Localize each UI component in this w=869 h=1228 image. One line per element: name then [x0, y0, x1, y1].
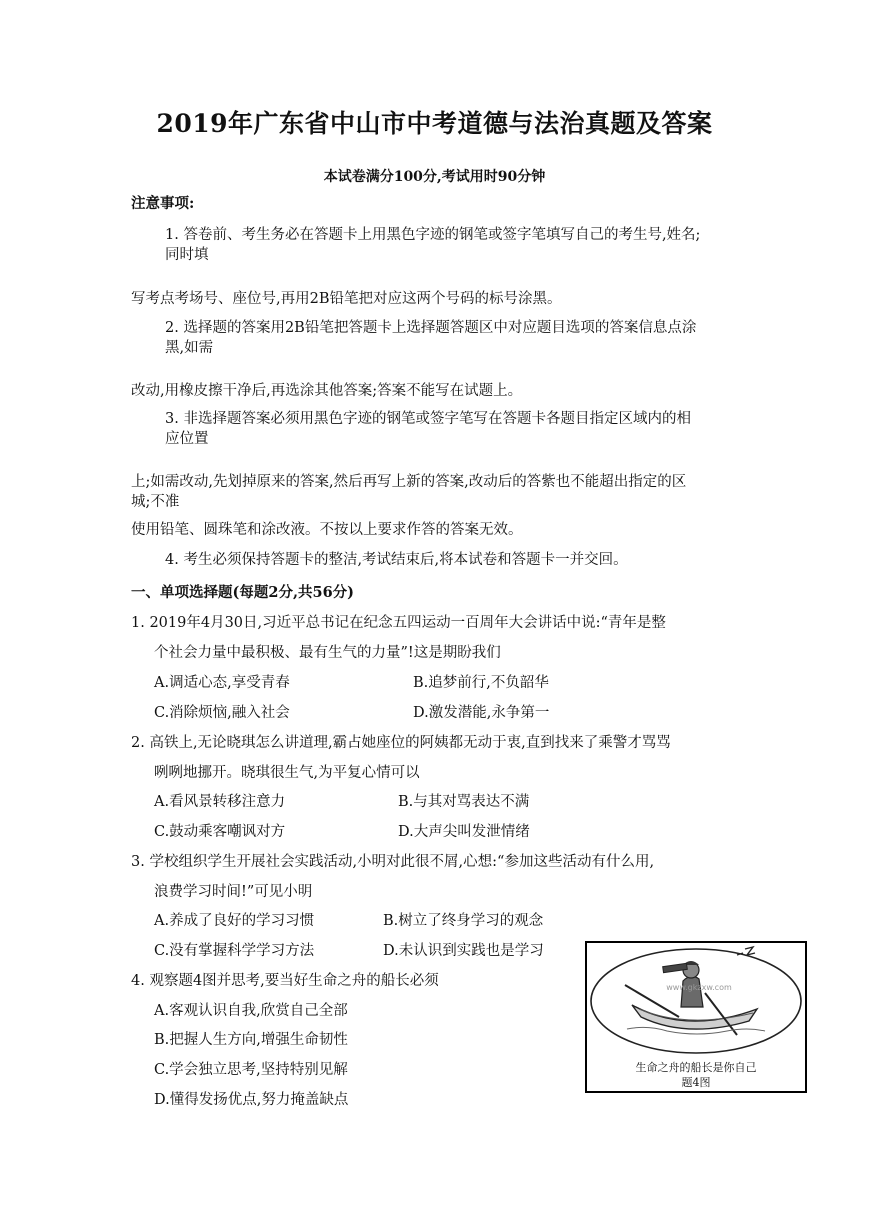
question-1-option-b[interactable]: B.追梦前行,不负韶华 — [413, 675, 549, 691]
figure-caption: 生命之舟的船长是你自己 — [635, 1061, 757, 1074]
question-4-option-d[interactable]: D.懂得发扬优点,努力掩盖缺点 — [154, 1092, 349, 1108]
question-2-option-d[interactable]: D.大声尖叫发泄情绪 — [398, 824, 530, 840]
notice-2-cont: 改动,用橡皮擦干净后,再选涂其他答案;答案不能写在试题上。 — [131, 383, 523, 399]
question-4-option-a[interactable]: A.客观认识自我,欣赏自己全部 — [154, 1003, 348, 1019]
question-3-line2: 浪费学习时间!”可见小明 — [154, 884, 313, 900]
notice-3-line2: 应位置 — [165, 431, 209, 447]
figure-label: 题4图 — [681, 1076, 711, 1089]
notice-heading: 注意事项: — [131, 195, 195, 212]
section-heading: 一、单项选择题(每题2分,共56分) — [131, 584, 355, 601]
notice-3-cont-1: 上;如需改动,先划掉原来的答案,然后再写上新的答案,改动后的答紫也不能超出指定的区 — [131, 474, 687, 490]
notice-3-line1: 3. 非选择题答案必须用黑色字迹的钢笔或签字笔写在答题卡各题目指定区域内的相 — [165, 411, 691, 427]
question-2-line2: 咧咧地挪开。晓琪很生气,为平复心情可以 — [154, 765, 420, 781]
notice-1-line2: 同时填 — [165, 247, 209, 263]
question-1-option-d[interactable]: D.激发潜能,永争第一 — [413, 705, 550, 721]
notice-3-cont-3: 使用铅笔、圆珠笔和涂改液。不按以上要求作答的答案无效。 — [131, 522, 523, 538]
question-2-line1: 2. 高铁上,无论晓琪怎么讲道理,霸占她座位的阿姨都无动于衷,直到找来了乘警才骂骂 — [131, 735, 671, 751]
notice-4-line1: 4. 考生必须保持答题卡的整洁,考试结束后,将本试卷和答题卡一并交回。 — [165, 552, 628, 568]
question-2-option-c[interactable]: C.鼓动乘客嘲讽对方 — [154, 824, 286, 840]
question-3-option-b[interactable]: B.树立了终身学习的观念 — [383, 913, 544, 929]
figure-watermark: www.gkzxw.com — [666, 983, 732, 992]
question-4-option-c[interactable]: C.学会独立思考,坚持特别见解 — [154, 1062, 348, 1078]
notice-1-cont: 写考点考场号、座位号,再用2B铅笔把对应这两个号码的标号涂黑。 — [131, 291, 562, 307]
question-1-line1: 1. 2019年4月30日,习近平总书记在纪念五四运动一百周年大会讲话中说:“青年是整 — [131, 615, 666, 631]
question-3-line1: 3. 学校组织学生开展社会实践活动,小明对此很不屑,心想:“参加这些活动有什么用, — [131, 854, 655, 870]
question-3-option-c[interactable]: C.没有掌握科学学习方法 — [154, 943, 315, 959]
question-2-option-a[interactable]: A.看风景转移注意力 — [154, 794, 286, 810]
notice-2-line2: 黑,如需 — [165, 340, 214, 356]
question-3-option-d[interactable]: D.未认识到实践也是学习 — [383, 943, 544, 959]
page-title: 2019年广东省中山市中考道德与法治真题及答案 — [156, 109, 713, 138]
question-3-option-a[interactable]: A.养成了良好的学习习惯 — [154, 913, 315, 929]
exam-info: 本试卷满分100分,考试用时90分钟 — [323, 169, 546, 185]
notice-1-line1: 1. 答卷前、考生务必在答题卡上用黑色字迹的钢笔或签字笔填写自己的考生号,姓名; — [165, 227, 701, 243]
question-1-option-a[interactable]: A.调适心态,享受青春 — [154, 675, 290, 691]
question-1-option-c[interactable]: C.消除烦恼,融入社会 — [154, 705, 290, 721]
question-2-option-b[interactable]: B.与其对骂表达不满 — [398, 794, 530, 810]
question-1-line2: 个社会力量中最积极、最有生气的力量”!这是期盼我们 — [154, 645, 501, 661]
question-4-option-b[interactable]: B.把握人生方向,增强生命韧性 — [154, 1032, 348, 1048]
question-4-line1: 4. 观察题4图并思考,要当好生命之舟的船长必须 — [131, 973, 439, 989]
notice-3-cont-2: 城;不准 — [131, 494, 180, 510]
question-4-figure — [585, 941, 807, 1093]
notice-2-line1: 2. 选择题的答案用2B铅笔把答题卡上选择题答题区中对应题目选项的答案信息点涂 — [165, 320, 697, 336]
